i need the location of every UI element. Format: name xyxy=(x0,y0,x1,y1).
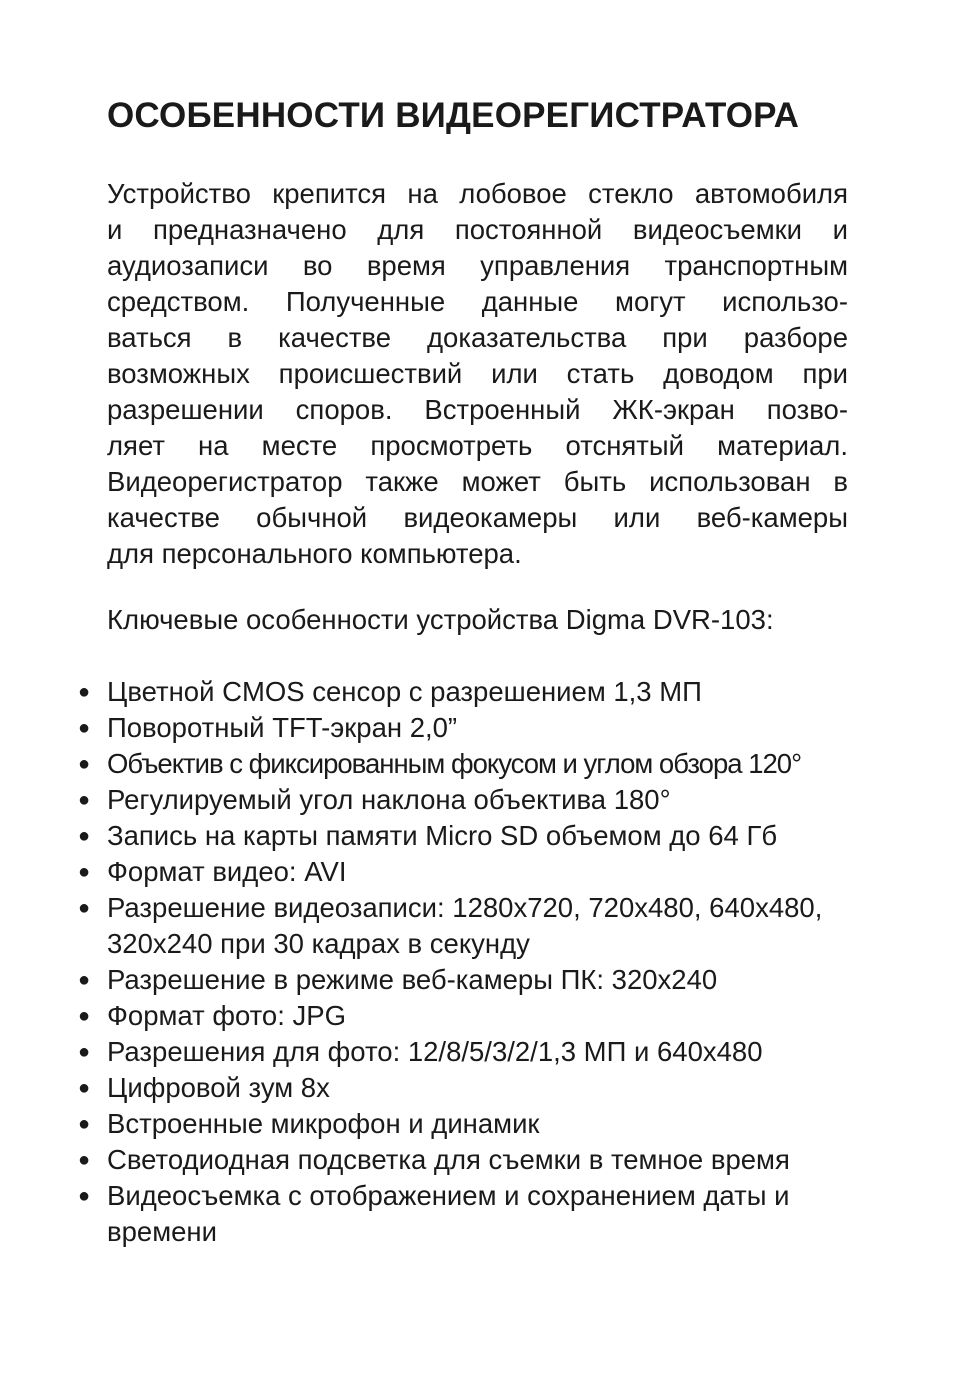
feature-item: ● Поворотный TFT-экран 2,0” xyxy=(78,710,837,746)
paragraph-line: возможных происшествий или стать доводом при xyxy=(107,358,848,389)
feature-item: ● Встроенные микрофон и динамик xyxy=(78,1106,837,1142)
paragraph-line: разрешении споров. Встроенный ЖК-экран позво- xyxy=(107,394,848,425)
paragraph-line: Видеорегистратор также может быть использован в xyxy=(107,466,848,497)
feature-item: ● Регулируемый угол наклона объектива 180° xyxy=(78,782,837,818)
paragraph-line: средством. Полученные данные могут использо- xyxy=(107,286,848,317)
feature-item: ● Формат фото: JPG xyxy=(78,998,837,1034)
paragraph-line: для персонального компьютера. xyxy=(107,538,522,569)
feature-item: ● Формат видео: AVI xyxy=(78,854,837,890)
feature-item: ● Разрешение в режиме веб-камеры ПК: 320x240 xyxy=(78,962,837,998)
paragraph-line: и предназначено для постоянной видеосъемки и xyxy=(107,214,848,245)
paragraph-line: Устройство крепится на лобовое стекло автомобиля xyxy=(107,178,848,209)
feature-item: ● Светодиодная подсветка для съемки в темное время xyxy=(78,1142,837,1178)
feature-item: ● Разрешения для фото: 12/8/5/3/2/1,3 МП и 640x480 xyxy=(78,1034,837,1070)
paragraph-line: качестве обычной видеокамеры или веб-камеры xyxy=(107,502,848,533)
feature-item: ● Видеосъемка с отображением и сохранением даты и времени xyxy=(78,1178,837,1250)
feature-item: ● Цветной CMOS сенсор с разрешением 1,3 МП xyxy=(78,674,837,710)
feature-item: ● Объектив с фиксированным фокусом и углом обзора 120° xyxy=(78,746,837,782)
features-intro: Ключевые особенности устройства Digma DVR-103: xyxy=(107,604,774,635)
features-list xyxy=(78,674,837,1250)
description-paragraph xyxy=(107,176,848,572)
feature-item: ● Запись на карты памяти Micro SD объемом до 64 Гб xyxy=(78,818,837,854)
paragraph-line: ваться в качестве доказательства при разборе xyxy=(107,322,848,353)
feature-item: ● Цифровой зум 8x xyxy=(78,1070,837,1106)
page-title: ОСОБЕННОСТИ ВИДЕОРЕГИСТРАТОРА xyxy=(107,96,800,135)
feature-item: ● Разрешение видеозаписи: 1280x720, 720x480, 640x480, 320x240 при 30 кадрах в секунду xyxy=(78,890,837,962)
paragraph-line: ляет на месте просмотреть отснятый материал. xyxy=(107,430,848,461)
paragraph-line: аудиозаписи во время управления транспортным xyxy=(107,250,848,281)
